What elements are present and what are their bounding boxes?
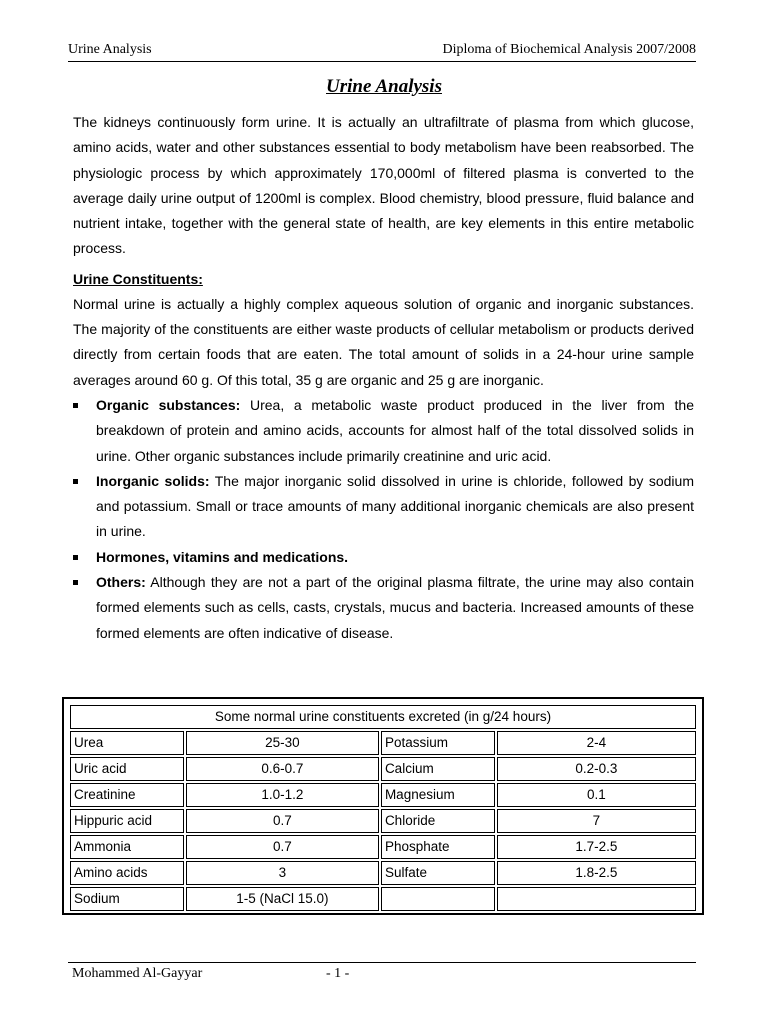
section-paragraph: Normal urine is actually a highly complex aqueous solution of organic and inorganic substances. The majority of the constituents are either waste products of cellular metabolism or products derived directly from certain foods that are eaten. The total amount of solids in a 24-hour urine sample averages around 60 g. Of this total, 35 g are organic and 25 g are inorganic. xyxy=(73,295,694,388)
constituents-table xyxy=(68,703,698,913)
table-cell: 1.7-2.5 xyxy=(497,835,696,859)
table-cell: 0.2-0.3 xyxy=(497,757,696,781)
table-cell: Sulfate xyxy=(381,861,495,885)
table-row xyxy=(70,783,696,807)
square-bullet-icon xyxy=(73,555,78,560)
document-body xyxy=(73,110,694,646)
table-cell: Urea xyxy=(70,731,184,755)
section-heading: Urine Constituents: xyxy=(73,270,203,287)
constituents-table-frame xyxy=(62,697,704,915)
table-cell: 0.6-0.7 xyxy=(186,757,379,781)
square-bullet-icon xyxy=(73,580,78,585)
table-row xyxy=(70,887,696,911)
table-cell: 0.7 xyxy=(186,835,379,859)
table-cell xyxy=(381,887,495,911)
table-cell: 1-5 (NaCl 15.0) xyxy=(186,887,379,911)
table-cell: Chloride xyxy=(381,809,495,833)
table-cell: 7 xyxy=(497,809,696,833)
table-row xyxy=(70,757,696,781)
intro-paragraph: The kidneys continuously form urine. It is actually an ultrafiltrate of plasma from which glucose, amino acids, water and other substances essential to body metabolism have been reabsorbed. The physiologic process by which approximately 170,000ml of filtered plasma is converted to the average daily urine output of 1200ml is complex. Blood chemistry, blood pressure, fluid balance and nutrient intake, together with the general state of health, are key elements in this entire metabolic process. xyxy=(73,114,694,257)
table-row xyxy=(70,835,696,859)
table-caption: Some normal urine constituents excreted (in g/24 hours) xyxy=(70,705,696,729)
page-number: - 1 - xyxy=(326,966,350,981)
list-item xyxy=(73,570,694,646)
table-cell: Creatinine xyxy=(70,783,184,807)
square-bullet-icon xyxy=(73,479,78,484)
table-row xyxy=(70,861,696,885)
table-cell: Magnesium xyxy=(381,783,495,807)
table-cell: Calcium xyxy=(381,757,495,781)
document-title: Urine Analysis xyxy=(326,76,442,97)
header-left-text: Urine Analysis xyxy=(68,42,152,57)
header-right-text: Diploma of Biochemical Analysis 2007/2008 xyxy=(442,42,696,57)
table-cell: Sodium xyxy=(70,887,184,911)
list-item-text: Urea, a metabolic waste product produced in the liver from the breakdown of protein and amino acids, accounts for almost half of the total dissolved solids in urine. Other organic substances include primarily creatinine and uric acid. xyxy=(96,396,694,464)
list-item xyxy=(73,545,694,570)
table-cell: 0.1 xyxy=(497,783,696,807)
list-item-text: The major inorganic solid dissolved in urine is chloride, followed by sodium and potassium. Small or trace amounts of many additional inorganic chemicals are also present in urine. xyxy=(96,472,694,540)
table-cell: 1.0-1.2 xyxy=(186,783,379,807)
table-cell: Hippuric acid xyxy=(70,809,184,833)
list-item xyxy=(73,469,694,545)
table-cell: Potassium xyxy=(381,731,495,755)
table-cell: 2-4 xyxy=(497,731,696,755)
table-cell: Phosphate xyxy=(381,835,495,859)
table-cell: 0.7 xyxy=(186,809,379,833)
list-item-term: Organic substances: xyxy=(96,396,241,413)
list-item xyxy=(73,393,694,469)
table-row xyxy=(70,731,696,755)
table-cell: Uric acid xyxy=(70,757,184,781)
table-cell: Amino acids xyxy=(70,861,184,885)
table-caption-row xyxy=(70,705,696,729)
table-cell: Ammonia xyxy=(70,835,184,859)
square-bullet-icon xyxy=(73,403,78,408)
table-cell xyxy=(497,887,696,911)
table-cell: 1.8-2.5 xyxy=(497,861,696,885)
list-item-term: Hormones, vitamins and medications. xyxy=(96,548,349,565)
constituent-list xyxy=(73,393,694,646)
table-row xyxy=(70,809,696,833)
footer-author: Mohammed Al-Gayyar xyxy=(72,966,203,981)
list-item-text: Although they are not a part of the original plasma filtrate, the urine may also contain formed elements such as cells, casts, crystals, mucus and bacteria. Increased amounts of these formed elements are often indicative of disease. xyxy=(96,574,694,641)
page-header xyxy=(68,42,696,62)
page-footer xyxy=(68,962,696,981)
table-cell: 3 xyxy=(186,861,379,885)
list-item-term: Others: xyxy=(96,574,146,591)
table-cell: 25-30 xyxy=(186,731,379,755)
list-item-term: Inorganic solids: xyxy=(96,472,210,489)
